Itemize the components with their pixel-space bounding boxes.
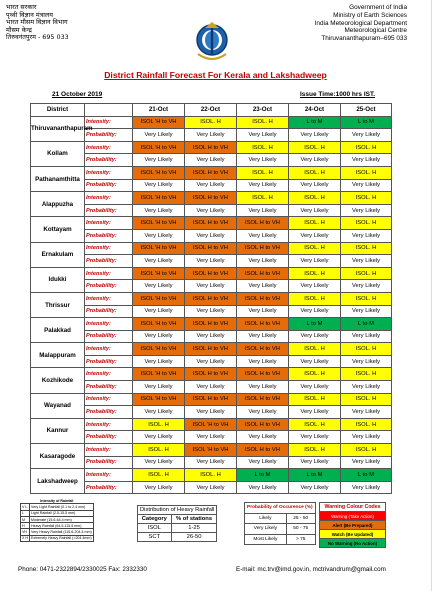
table-row: [31, 166, 392, 179]
table-row: [31, 242, 392, 255]
probability-cell: Very Likely: [185, 481, 237, 494]
intensity-label: Intensity:: [85, 242, 133, 255]
probability-cell: Very Likely: [185, 406, 237, 419]
probability-cell: Very Likely: [237, 456, 289, 469]
probability-cell: Very Likely: [341, 481, 392, 494]
probability-cell: Very Likely: [341, 154, 392, 167]
probability-label: Probability:: [85, 255, 133, 268]
header-hindi-line: भारत सरकार: [6, 3, 37, 11]
probability-cell: Very Likely: [237, 255, 289, 268]
header-hindi-line: भारत मौसम विज्ञान विभाग: [6, 18, 68, 27]
probability-label: Probability:: [85, 229, 133, 242]
column-header-day: 21-Oct: [133, 104, 185, 117]
intensity-cell: ISOL. H: [341, 141, 392, 154]
intensity-cell: ISOL H to VH: [237, 242, 289, 255]
intensity-desc: Moderate (15.6-64.4 mm): [30, 516, 94, 522]
table-row: [31, 368, 392, 381]
column-header-district: District: [31, 104, 85, 117]
probability-cell: Very Likely: [185, 255, 237, 268]
table-row: [31, 280, 392, 293]
probability-cell: Very Likely: [341, 255, 392, 268]
intensity-cell: L to M: [289, 469, 341, 482]
table-row: [31, 444, 392, 457]
probability-cell: Very Likely: [341, 406, 392, 419]
probability-cell: Very Likely: [289, 305, 341, 318]
intensity-cell: ISOL. H: [289, 166, 341, 179]
column-header-day: 22-Oct: [185, 104, 237, 117]
probability-cell: Very Likely: [133, 431, 185, 444]
intensity-cell: ISOL. H: [341, 267, 392, 280]
probability-cell: Very Likely: [133, 129, 185, 142]
intensity-label: Intensity:: [85, 318, 133, 331]
probability-cell: Very Likely: [133, 204, 185, 217]
probability-cell: Very Likely: [289, 355, 341, 368]
probability-cell: Very Likely: [185, 154, 237, 167]
probability-cell: Very Likely: [289, 330, 341, 343]
table-row: [31, 292, 392, 305]
intensity-cell: ISOL 'H to VH: [133, 368, 185, 381]
intensity-desc: Heavy Rainfall (64.5-115.5 mm): [30, 523, 94, 529]
intensity-cell: ISOL 'H to VH: [185, 418, 237, 431]
probability-cell: Very Likely: [237, 204, 289, 217]
probability-cell: Very Likely: [237, 406, 289, 419]
intensity-code: X H: [22, 536, 28, 541]
probability-cell: Very Likely: [289, 381, 341, 394]
table-row: [31, 381, 392, 394]
probability-legend-title: Probability of Occurence (%): [245, 503, 316, 514]
table-row: [31, 330, 392, 343]
intensity-cell: ISOL. H: [237, 192, 289, 205]
header-english-block: [315, 4, 407, 43]
forecast-table: [30, 103, 392, 494]
district-name: Thrissur: [31, 292, 85, 317]
probability-cell: Very Likely: [341, 456, 392, 469]
intensity-cell: ISOL. H: [185, 116, 237, 129]
warning-code-red: Warning (Take Action): [320, 512, 386, 521]
intensity-cell: ISOL. H: [341, 166, 392, 179]
probability-cell: Very Likely: [289, 129, 341, 142]
intensity-cell: ISOL H to VH: [185, 343, 237, 356]
probability-cell: Very Likely: [289, 179, 341, 192]
intensity-cell: L to M: [341, 469, 392, 482]
intensity-cell: ISOL. H: [289, 368, 341, 381]
probability-cell: Very Likely: [185, 129, 237, 142]
table-row: [31, 406, 392, 419]
probability-cell: Very Likely: [237, 355, 289, 368]
intensity-cell: L to M: [341, 116, 392, 129]
probability-cell: Very Likely: [133, 305, 185, 318]
warning-colour-codes: [319, 502, 386, 548]
table-row: [31, 192, 392, 205]
footer-phone: Phone: 0471-2322894/2330025 Fax: 2332330: [18, 566, 147, 573]
probability-label: Probability:: [85, 330, 133, 343]
intensity-label: Intensity:: [85, 116, 133, 129]
intensity-cell: ISOL H to VH: [237, 318, 289, 331]
probability-cell: Very Likely: [185, 280, 237, 293]
intensity-cell: ISOL. H: [289, 192, 341, 205]
intensity-label: Intensity:: [85, 192, 133, 205]
intensity-cell: ISOL H to VH: [237, 418, 289, 431]
intensity-label: Intensity:: [85, 469, 133, 482]
intensity-cell: ISOL 'H to VH: [133, 166, 185, 179]
probability-cell: Very Likely: [185, 431, 237, 444]
probability-cell: Very Likely: [237, 179, 289, 192]
table-row: [31, 305, 392, 318]
probability-cell: Very Likely: [341, 381, 392, 394]
district-name: Wayanad: [31, 393, 85, 418]
probability-term: Likely: [245, 513, 287, 524]
document-title: District Rainfall Forecast For Kerala and Lakshadweep: [104, 70, 327, 80]
intensity-cell: ISOL H to VH: [237, 267, 289, 280]
probability-label: Probability:: [85, 204, 133, 217]
header-english-line: Government of India: [349, 4, 407, 11]
intensity-cell: ISOL. H: [289, 242, 341, 255]
imd-emblem-icon: [193, 20, 231, 64]
probability-cell: Very Likely: [289, 456, 341, 469]
probability-cell: Very Likely: [289, 481, 341, 494]
probability-label: Probability:: [85, 154, 133, 167]
intensity-cell: ISOL. H: [289, 418, 341, 431]
intensity-cell: ISOL H to VH: [185, 267, 237, 280]
intensity-code: L: [21, 510, 30, 516]
probability-cell: Very Likely: [133, 381, 185, 394]
intensity-cell: ISOL H to VH: [185, 242, 237, 255]
intensity-cell: ISOL H to VH: [237, 444, 289, 457]
intensity-label: Intensity:: [85, 444, 133, 457]
footer-email: E-mail: mc.trv@imd.gov.in, mctrivandrum@gmail.com: [236, 566, 386, 573]
probability-cell: Very Likely: [237, 381, 289, 394]
intensity-label: Intensity:: [85, 267, 133, 280]
intensity-cell: ISOL. H: [341, 217, 392, 230]
probability-cell: Very Likely: [185, 204, 237, 217]
probability-cell: Very Likely: [289, 431, 341, 444]
probability-cell: Very Likely: [237, 129, 289, 142]
intensity-desc: Light Rainfall (2.5-15.5 mm): [30, 510, 94, 516]
intensity-cell: ISOL. H: [289, 267, 341, 280]
intensity-cell: ISOL H to VH: [185, 192, 237, 205]
probability-cell: Very Likely: [341, 179, 392, 192]
intensity-code: H: [21, 523, 30, 529]
intensity-cell: ISOL. H: [237, 116, 289, 129]
column-header-day: 25-Oct: [341, 104, 392, 117]
intensity-cell: L to M: [289, 318, 341, 331]
probability-label: Probability:: [85, 129, 133, 142]
intensity-cell: ISOL 'H to VH: [133, 141, 185, 154]
probability-cell: Very Likely: [289, 229, 341, 242]
probability-cell: Very Likely: [237, 154, 289, 167]
intensity-cell: ISOL 'H to VH: [185, 444, 237, 457]
probability-cell: Very Likely: [289, 154, 341, 167]
intensity-cell: ISOL H to VH: [185, 217, 237, 230]
intensity-cell: ISOL. H: [341, 192, 392, 205]
probability-cell: Very Likely: [237, 481, 289, 494]
probability-cell: Very Likely: [341, 330, 392, 343]
distribution-category: ISOL: [138, 524, 172, 533]
probability-cell: Very Likely: [185, 330, 237, 343]
intensity-cell: ISOL H to VH: [237, 368, 289, 381]
table-row: [31, 355, 392, 368]
intensity-code: M: [21, 516, 30, 522]
district-name: Pathanamthitta: [31, 166, 85, 191]
table-header-row: [31, 104, 392, 117]
forecast-date: 21 October 2019: [52, 91, 103, 98]
probability-cell: Very Likely: [185, 381, 237, 394]
header-hindi-line: मौसम केन्द्र: [6, 25, 32, 34]
probability-term: Very Likely: [245, 524, 287, 535]
district-name: Kottayam: [31, 217, 85, 242]
intensity-cell: ISOL H to VH: [185, 318, 237, 331]
probability-cell: Very Likely: [237, 280, 289, 293]
intensity-cell: ISOL 'H to VH: [133, 192, 185, 205]
district-name: Kannur: [31, 418, 85, 443]
intensity-cell: ISOL H to VH: [185, 292, 237, 305]
intensity-cell: ISOL 'H to VH: [133, 116, 185, 129]
intensity-desc: Very Light Rainfall (0.1 to 2.4 mm): [30, 504, 94, 510]
intensity-cell: ISOL 'H to VH: [133, 343, 185, 356]
header-english-line: Meteorological Centre: [344, 27, 407, 35]
probability-cell: Very Likely: [133, 280, 185, 293]
intensity-label: Intensity:: [85, 393, 133, 406]
table-row: [31, 456, 392, 469]
intensity-label: Intensity:: [85, 343, 133, 356]
intensity-cell: ISOL. H: [237, 141, 289, 154]
header-hindi-block: [6, 4, 69, 42]
intensity-cell: ISOL. H: [185, 469, 237, 482]
intensity-cell: ISOL H to VH: [237, 393, 289, 406]
probability-cell: Very Likely: [341, 129, 392, 142]
table-row: [31, 318, 392, 331]
table-row: [31, 179, 392, 192]
intensity-legend-title: Intensity of Rainfall: [40, 498, 74, 503]
probability-cell: Very Likely: [237, 229, 289, 242]
intensity-cell: ISOL. H: [341, 343, 392, 356]
intensity-label: Intensity:: [85, 368, 133, 381]
distribution-percent: 1-25: [171, 524, 217, 533]
header-english-line: Thiruvananthapuram–695 033: [321, 35, 407, 43]
intensity-cell: ISOL H to VH: [185, 141, 237, 154]
district-name: Lakshadweep: [31, 469, 85, 494]
probability-cell: Very Likely: [341, 229, 392, 242]
probability-cell: Very Likely: [133, 154, 185, 167]
district-name: Kozhikode: [31, 368, 85, 393]
probability-cell: Very Likely: [133, 481, 185, 494]
intensity-cell: ISOL 'H to VH: [133, 217, 185, 230]
distribution-percent: 26-50: [171, 533, 217, 542]
probability-label: Probability:: [85, 456, 133, 469]
warning-codes-title: Warning Colour Codes: [320, 503, 386, 512]
intensity-cell: ISOL H to VH: [185, 368, 237, 381]
table-row: [31, 393, 392, 406]
table-row: [31, 154, 392, 167]
probability-cell: Very Likely: [133, 330, 185, 343]
column-header-day: 24-Oct: [289, 104, 341, 117]
header-hindi-line: तिरुवनंतपुरम - 695 033: [6, 33, 69, 42]
probability-cell: Very Likely: [133, 355, 185, 368]
intensity-cell: ISOL. H: [341, 418, 392, 431]
probability-label: Probability:: [85, 355, 133, 368]
intensity-label: Intensity:: [85, 217, 133, 230]
warning-code-green: No Warning (No Action): [320, 539, 386, 548]
intensity-cell: ISOL. H: [289, 292, 341, 305]
probability-cell: Very Likely: [237, 305, 289, 318]
probability-legend: [244, 502, 316, 545]
table-row: [31, 217, 392, 230]
district-name: Kasaragode: [31, 444, 85, 469]
intensity-desc: Very Heavy Rainfall (115.6-204.4 mm): [31, 530, 92, 535]
probability-cell: Very Likely: [289, 280, 341, 293]
table-row: [31, 255, 392, 268]
header-english-line: India Meteorological Department: [314, 19, 407, 27]
probability-cell: Very Likely: [185, 355, 237, 368]
probability-label: Probability:: [85, 280, 133, 293]
warning-code-orange: Alert (Be Prepared): [320, 521, 386, 530]
district-name: Thiruvananthapuram: [31, 116, 85, 141]
table-row: [31, 141, 392, 154]
intensity-cell: ISOL. H: [289, 217, 341, 230]
intensity-cell: ISOL 'H to VH: [133, 292, 185, 305]
intensity-code: VH: [21, 529, 30, 535]
district-name: Malappuram: [31, 343, 85, 368]
intensity-cell: ISOL. H: [341, 292, 392, 305]
intensity-cell: L to M: [341, 318, 392, 331]
probability-cell: Very Likely: [237, 330, 289, 343]
district-name: Alappuzha: [31, 192, 85, 217]
intensity-cell: ISOL. H: [133, 469, 185, 482]
intensity-label: Intensity:: [85, 166, 133, 179]
probability-label: Probability:: [85, 431, 133, 444]
header-hindi-line: पृथ्वी विज्ञान मंत्रालय: [6, 10, 53, 19]
district-name: Idukki: [31, 267, 85, 292]
column-header-label: [85, 104, 133, 117]
intensity-cell: ISOL. H: [341, 242, 392, 255]
distribution-head: Category: [138, 515, 172, 524]
intensity-cell: ISOL H to VH: [237, 343, 289, 356]
intensity-cell: ISOL. H: [133, 418, 185, 431]
probability-cell: Very Likely: [185, 305, 237, 318]
warning-code-yellow: Watch (Be Updated): [320, 530, 386, 539]
intensity-cell: ISOL 'H to VH: [133, 267, 185, 280]
probability-cell: Very Likely: [341, 431, 392, 444]
district-name: Kollam: [31, 141, 85, 166]
probability-label: Probability:: [85, 305, 133, 318]
probability-cell: Very Likely: [289, 406, 341, 419]
probability-range: > 75: [286, 534, 315, 545]
intensity-code: V L: [21, 504, 30, 510]
intensity-cell: ISOL. H: [341, 368, 392, 381]
probability-cell: Very Likely: [341, 305, 392, 318]
intensity-cell: ISOL 'H to VH: [133, 242, 185, 255]
intensity-cell: ISOL H to VH: [237, 292, 289, 305]
probability-cell: Very Likely: [289, 204, 341, 217]
intensity-cell: ISOL H to VH: [185, 166, 237, 179]
probability-cell: Very Likely: [237, 431, 289, 444]
intensity-cell: ISOL. H: [237, 166, 289, 179]
probability-label: Probability:: [85, 381, 133, 394]
distribution-table: [137, 505, 217, 542]
intensity-legend: [20, 498, 94, 542]
probability-cell: Very Likely: [289, 255, 341, 268]
column-header-day: 23-Oct: [237, 104, 289, 117]
intensity-cell: ISOL 'H to VH: [133, 393, 185, 406]
intensity-cell: ISOL. H: [289, 444, 341, 457]
probability-cell: Very Likely: [341, 280, 392, 293]
intensity-cell: ISOL. H: [133, 444, 185, 457]
intensity-cell: L to M: [237, 469, 289, 482]
probability-cell: Very Likely: [133, 406, 185, 419]
intensity-cell: ISOL 'H to VH: [133, 318, 185, 331]
probability-cell: Very Likely: [133, 456, 185, 469]
probability-label: Probability:: [85, 481, 133, 494]
district-name: Ernakulam: [31, 242, 85, 267]
probability-term: Most Likely: [245, 534, 287, 545]
table-row: [31, 418, 392, 431]
probability-cell: Very Likely: [185, 229, 237, 242]
intensity-cell: ISOL H to VH: [185, 393, 237, 406]
probability-range: 25 - 50: [286, 513, 315, 524]
header-english-line: Ministry of Earth Sciences: [333, 11, 407, 19]
table-row: [31, 481, 392, 494]
probability-cell: Very Likely: [133, 255, 185, 268]
table-row: [31, 229, 392, 242]
table-row: [31, 204, 392, 217]
probability-label: Probability:: [85, 179, 133, 192]
probability-cell: Very Likely: [133, 179, 185, 192]
distribution-category: SCT: [138, 533, 172, 542]
table-row: [31, 431, 392, 444]
intensity-cell: L to M: [289, 116, 341, 129]
probability-cell: Very Likely: [133, 229, 185, 242]
probability-cell: Very Likely: [185, 456, 237, 469]
intensity-label: Intensity:: [85, 418, 133, 431]
issue-time: Issue Time:1000 hrs IST.: [300, 91, 376, 98]
probability-cell: Very Likely: [341, 355, 392, 368]
district-name: Palakkad: [31, 318, 85, 343]
intensity-label: Intensity:: [85, 141, 133, 154]
probability-cell: Very Likely: [341, 204, 392, 217]
intensity-cell: ISOL. H: [341, 393, 392, 406]
probability-range: 50 - 75: [286, 524, 315, 535]
intensity-label: Intensity:: [85, 292, 133, 305]
distribution-head: % of stations: [171, 515, 217, 524]
intensity-cell: ISOL. H: [289, 343, 341, 356]
intensity-cell: ISOL. H: [341, 444, 392, 457]
table-row: [31, 267, 392, 280]
table-row: [31, 469, 392, 482]
intensity-cell: ISOL. H: [289, 393, 341, 406]
intensity-cell: ISOL H to VH: [237, 217, 289, 230]
table-row: [31, 116, 392, 129]
probability-cell: Very Likely: [185, 179, 237, 192]
table-row: [31, 343, 392, 356]
probability-label: Probability:: [85, 406, 133, 419]
distribution-title: Distribution of Heavy Rainfall: [138, 506, 217, 515]
intensity-cell: ISOL. H: [289, 141, 341, 154]
intensity-desc: Extremely Heavy Rainfall (>204.4mm): [31, 536, 92, 541]
